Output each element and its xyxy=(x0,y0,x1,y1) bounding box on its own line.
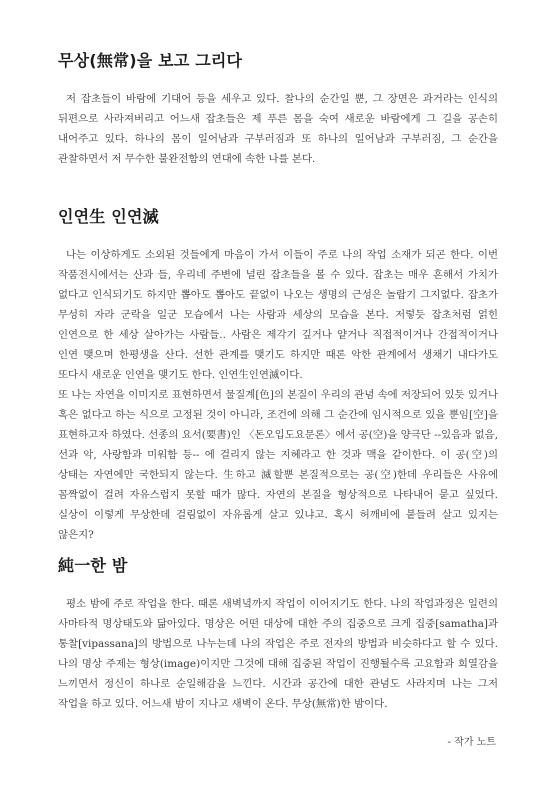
section-title: 純一한 밤 xyxy=(58,556,128,575)
section-paragraph: 또 나는 자연을 이미지로 표현하면서 물질계[色]의 본질이 우리의 관념 속에 저장되어 있듯 있거나 혹은 없다고 하는 식으로 고정된 것이 아니라, 조건에 의해 그 순간에 임시적으로 있을 뿐임[空]을 표현하고자 하였다. 선종의 요서(要書)인 〈돈오입도요문론〉에서 공(空)을 양극단 --있음과 없음, 선과 악, 사랑함과 미워함 등-- 에 걸리지 않는 지혜라고 한 것과 맥을 같이한다. 이 공(空)의 상태는 자연에만 국한되지 않는다. 生하고 滅할뿐 본질적으로는 공(空)한데 우리들은 사유에 꼼짝없이 걸려 자유스럽지 못할 때가 많다. 자연의 본질을 형상적으로 나타내어 묻고 싶었다. 실상이 이렇게 무상한데 걸림없이 자유롭게 살고 있냐고. 혹시 허깨비에 붙들려 살고 있지는 않은지? xyxy=(58,389,498,541)
section-pure-night xyxy=(58,553,498,714)
section-title: 인연生 인연滅 xyxy=(58,207,159,226)
section-paragraph: 저 잡초들이 바람에 기대어 등을 세우고 있다. 찰나의 순간일 뿐, 그 장면은 과거라는 인식의 뒤편으로 사라져버리고 어느새 잡초들은 제 푸른 몸을 숙여 새로운 바람에게 그 길을 공손히 내어주고 있다. 하나의 몸이 일어남과 구부러짐과 또 하나의 일어남과 구부러짐, 그 순간을 관찰하면서 저 무수한 불완전함의 연대에 속한 나를 본다. xyxy=(58,93,498,165)
section-impermanence xyxy=(58,48,498,169)
section-paragraph: 평소 밤에 주로 작업을 한다. 때론 새벽녘까지 작업이 이어지기도 한다. 나의 작업과정은 일련의 사마타적 명상태도와 닮아있다. 명상은 어떤 대상에 대한 주의 집중으로 크게 집중[samatha]과 통찰[vipassana]의 방법으로 나누는데 나의 작업은 주로 전자의 방법과 비슷하다고 할 수 있다. 나의 명상 주제는 형상(image)이지만 그것에 대해 집중된 작업이 진행될수록 고요함과 희열감을 느끼면서 정신이 하나로 순일해감을 느낀다. 시간과 공간에 대한 관념도 사라지며 나는 그저 작업을 하고 있다. 어느새 밤이 지나고 새벽이 온다. 무상(無常)한 밤이다. xyxy=(58,598,498,710)
author-note-signature: - 작가 노트 xyxy=(447,737,496,748)
section-title: 무상(無常)을 보고 그리다 xyxy=(58,51,243,70)
section-paragraph: 나는 이상하게도 소외된 것들에게 마음이 가서 이들이 주로 나의 작업 소재가 되곤 한다. 이번 작품전시에서는 산과 들, 우리네 주변에 널린 잡초들을 볼 수 있다. 잡초는 매우 흔해서 가치가 없다고 인식되기도 하지만 뽑아도 뽑아도 끝없이 나오는 생명의 근성은 놀랍기 그지없다. 잡초가 무성히 자라 군락을 일군 모습에서 나는 사람과 세상의 모습을 본다. 저렇듯 잡초처럼 얽힌 인연으로 한 세상 살아가는 사람들.. 사람은 제각기 깊거나 얕거나 직접적이거나 간접적이거나 인연 맺으며 한평생을 산다. 선한 관계를 맺기도 하지만 때론 악한 관계에서 생채기 내다가도 또다시 새로운 인연을 맺기도 한다. 인연生인연滅이다. xyxy=(58,249,498,381)
section-karma xyxy=(58,204,498,545)
